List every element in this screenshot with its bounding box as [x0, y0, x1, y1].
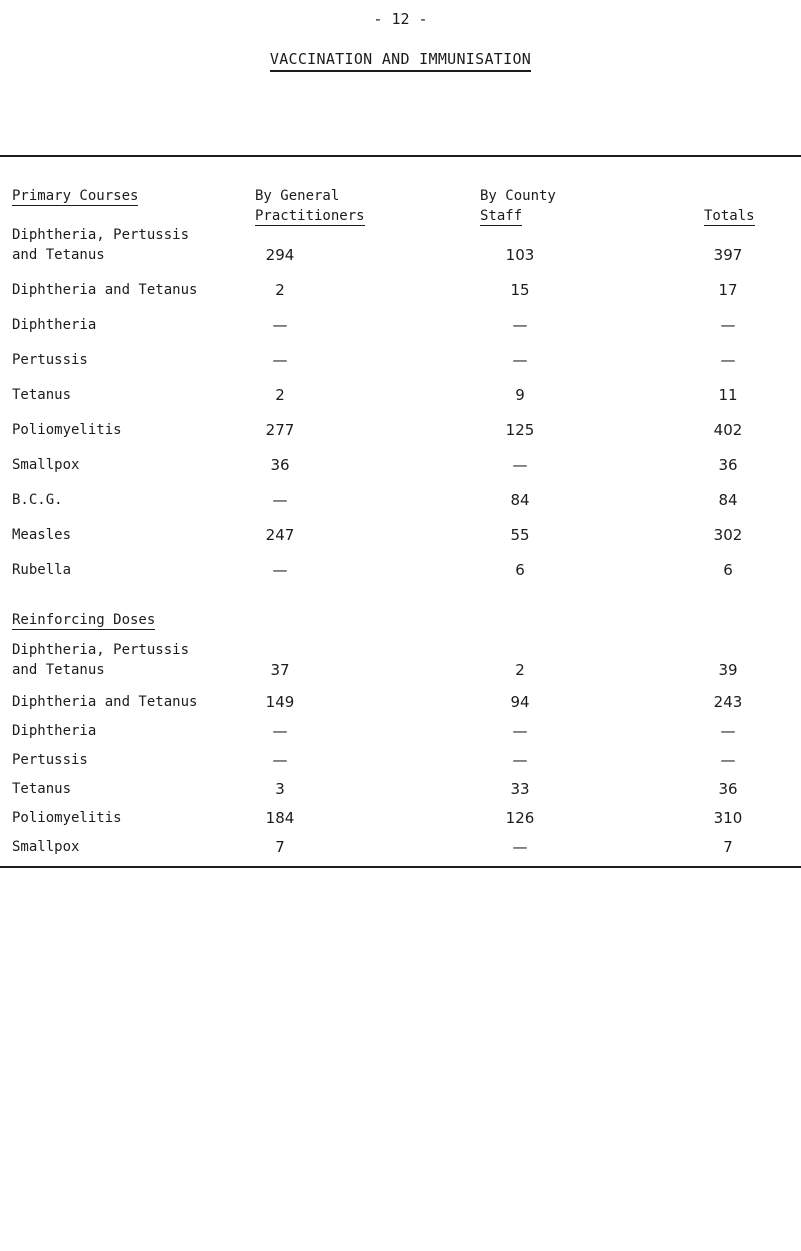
- cell-total: 6: [723, 561, 733, 579]
- cell-gp: —: [272, 316, 288, 334]
- cell-total: 302: [713, 526, 743, 544]
- row-label-line1: Diphtheria, Pertussis: [12, 227, 190, 243]
- cell-gp: 184: [265, 809, 295, 827]
- row-label: Pertussis: [12, 752, 88, 768]
- cell-gp: —: [272, 561, 288, 579]
- row-label: Diphtheria: [12, 723, 97, 739]
- cell-total: 310: [713, 809, 743, 827]
- cell-county: —: [512, 722, 528, 740]
- cell-county: 9: [515, 386, 525, 404]
- cell-total: 39: [718, 661, 738, 679]
- cell-gp: 294: [265, 246, 295, 264]
- row-label: Rubella: [12, 562, 72, 578]
- cell-county: 33: [510, 780, 530, 798]
- row-label: Tetanus: [12, 781, 72, 797]
- cell-gp: —: [272, 722, 288, 740]
- cell-gp: —: [272, 351, 288, 369]
- cell-total: 11: [718, 386, 738, 404]
- cell-county: —: [512, 751, 528, 769]
- cell-county: 15: [510, 281, 530, 299]
- page-number: - 12 -: [373, 10, 428, 28]
- cell-total: —: [720, 722, 736, 740]
- bottom-rule: [0, 866, 801, 868]
- cell-gp: 37: [270, 661, 290, 679]
- cell-gp: —: [272, 751, 288, 769]
- row-label-line2: and Tetanus: [12, 662, 105, 678]
- row-label: Tetanus: [12, 387, 72, 403]
- cell-gp: 277: [265, 421, 295, 439]
- cell-county: —: [512, 456, 528, 474]
- header-county-line2: Staff: [480, 208, 523, 224]
- header-gp-line2: Practitioners: [255, 208, 365, 224]
- row-label: Measles: [12, 527, 72, 543]
- cell-total: 7: [723, 838, 733, 856]
- cell-gp: 247: [265, 526, 295, 544]
- row-label: Smallpox: [12, 457, 80, 473]
- cell-county: 94: [510, 693, 530, 711]
- cell-total: —: [720, 316, 736, 334]
- row-label: Diphtheria: [12, 317, 97, 333]
- row-label: Diphtheria and Tetanus: [12, 282, 198, 298]
- cell-county: 2: [515, 661, 525, 679]
- cell-total: —: [720, 751, 736, 769]
- header-gp-line1: By General: [255, 188, 340, 204]
- cell-county: —: [512, 316, 528, 334]
- cell-gp: 2: [275, 386, 285, 404]
- cell-gp: 149: [265, 693, 295, 711]
- row-label: Smallpox: [12, 839, 80, 855]
- page-title-text: VACCINATION AND IMMUNISATION: [270, 50, 531, 72]
- cell-total: 36: [718, 456, 738, 474]
- cell-county: —: [512, 351, 528, 369]
- cell-total: —: [720, 351, 736, 369]
- top-rule: [0, 155, 801, 157]
- cell-gp: 36: [270, 456, 290, 474]
- row-label-line1: Diphtheria, Pertussis: [12, 642, 190, 658]
- row-label: Diphtheria and Tetanus: [12, 694, 198, 710]
- row-label: Pertussis: [12, 352, 88, 368]
- cell-total: 36: [718, 780, 738, 798]
- cell-county: —: [512, 838, 528, 856]
- header-totals: Totals: [704, 208, 755, 224]
- cell-total: 402: [713, 421, 743, 439]
- cell-county: 103: [505, 246, 535, 264]
- cell-total: 243: [713, 693, 743, 711]
- cell-county: 126: [505, 809, 535, 827]
- cell-total: 397: [713, 246, 743, 264]
- header-county-line1: By County: [480, 188, 556, 204]
- cell-total: 84: [718, 491, 738, 509]
- cell-total: 17: [718, 281, 738, 299]
- header-primary-courses: Primary Courses: [12, 188, 139, 204]
- section-heading-reinforcing-doses: Reinforcing Doses: [12, 612, 156, 628]
- cell-gp: —: [272, 491, 288, 509]
- row-label-line2: and Tetanus: [12, 247, 105, 263]
- row-label: Poliomyelitis: [12, 422, 122, 438]
- row-label: B.C.G.: [12, 492, 63, 508]
- cell-gp: 3: [275, 780, 285, 798]
- cell-county: 6: [515, 561, 525, 579]
- row-label: Poliomyelitis: [12, 810, 122, 826]
- cell-county: 125: [505, 421, 535, 439]
- cell-county: 84: [510, 491, 530, 509]
- page-title: [0, 50, 801, 68]
- cell-gp: 7: [275, 838, 285, 856]
- cell-gp: 2: [275, 281, 285, 299]
- cell-county: 55: [510, 526, 530, 544]
